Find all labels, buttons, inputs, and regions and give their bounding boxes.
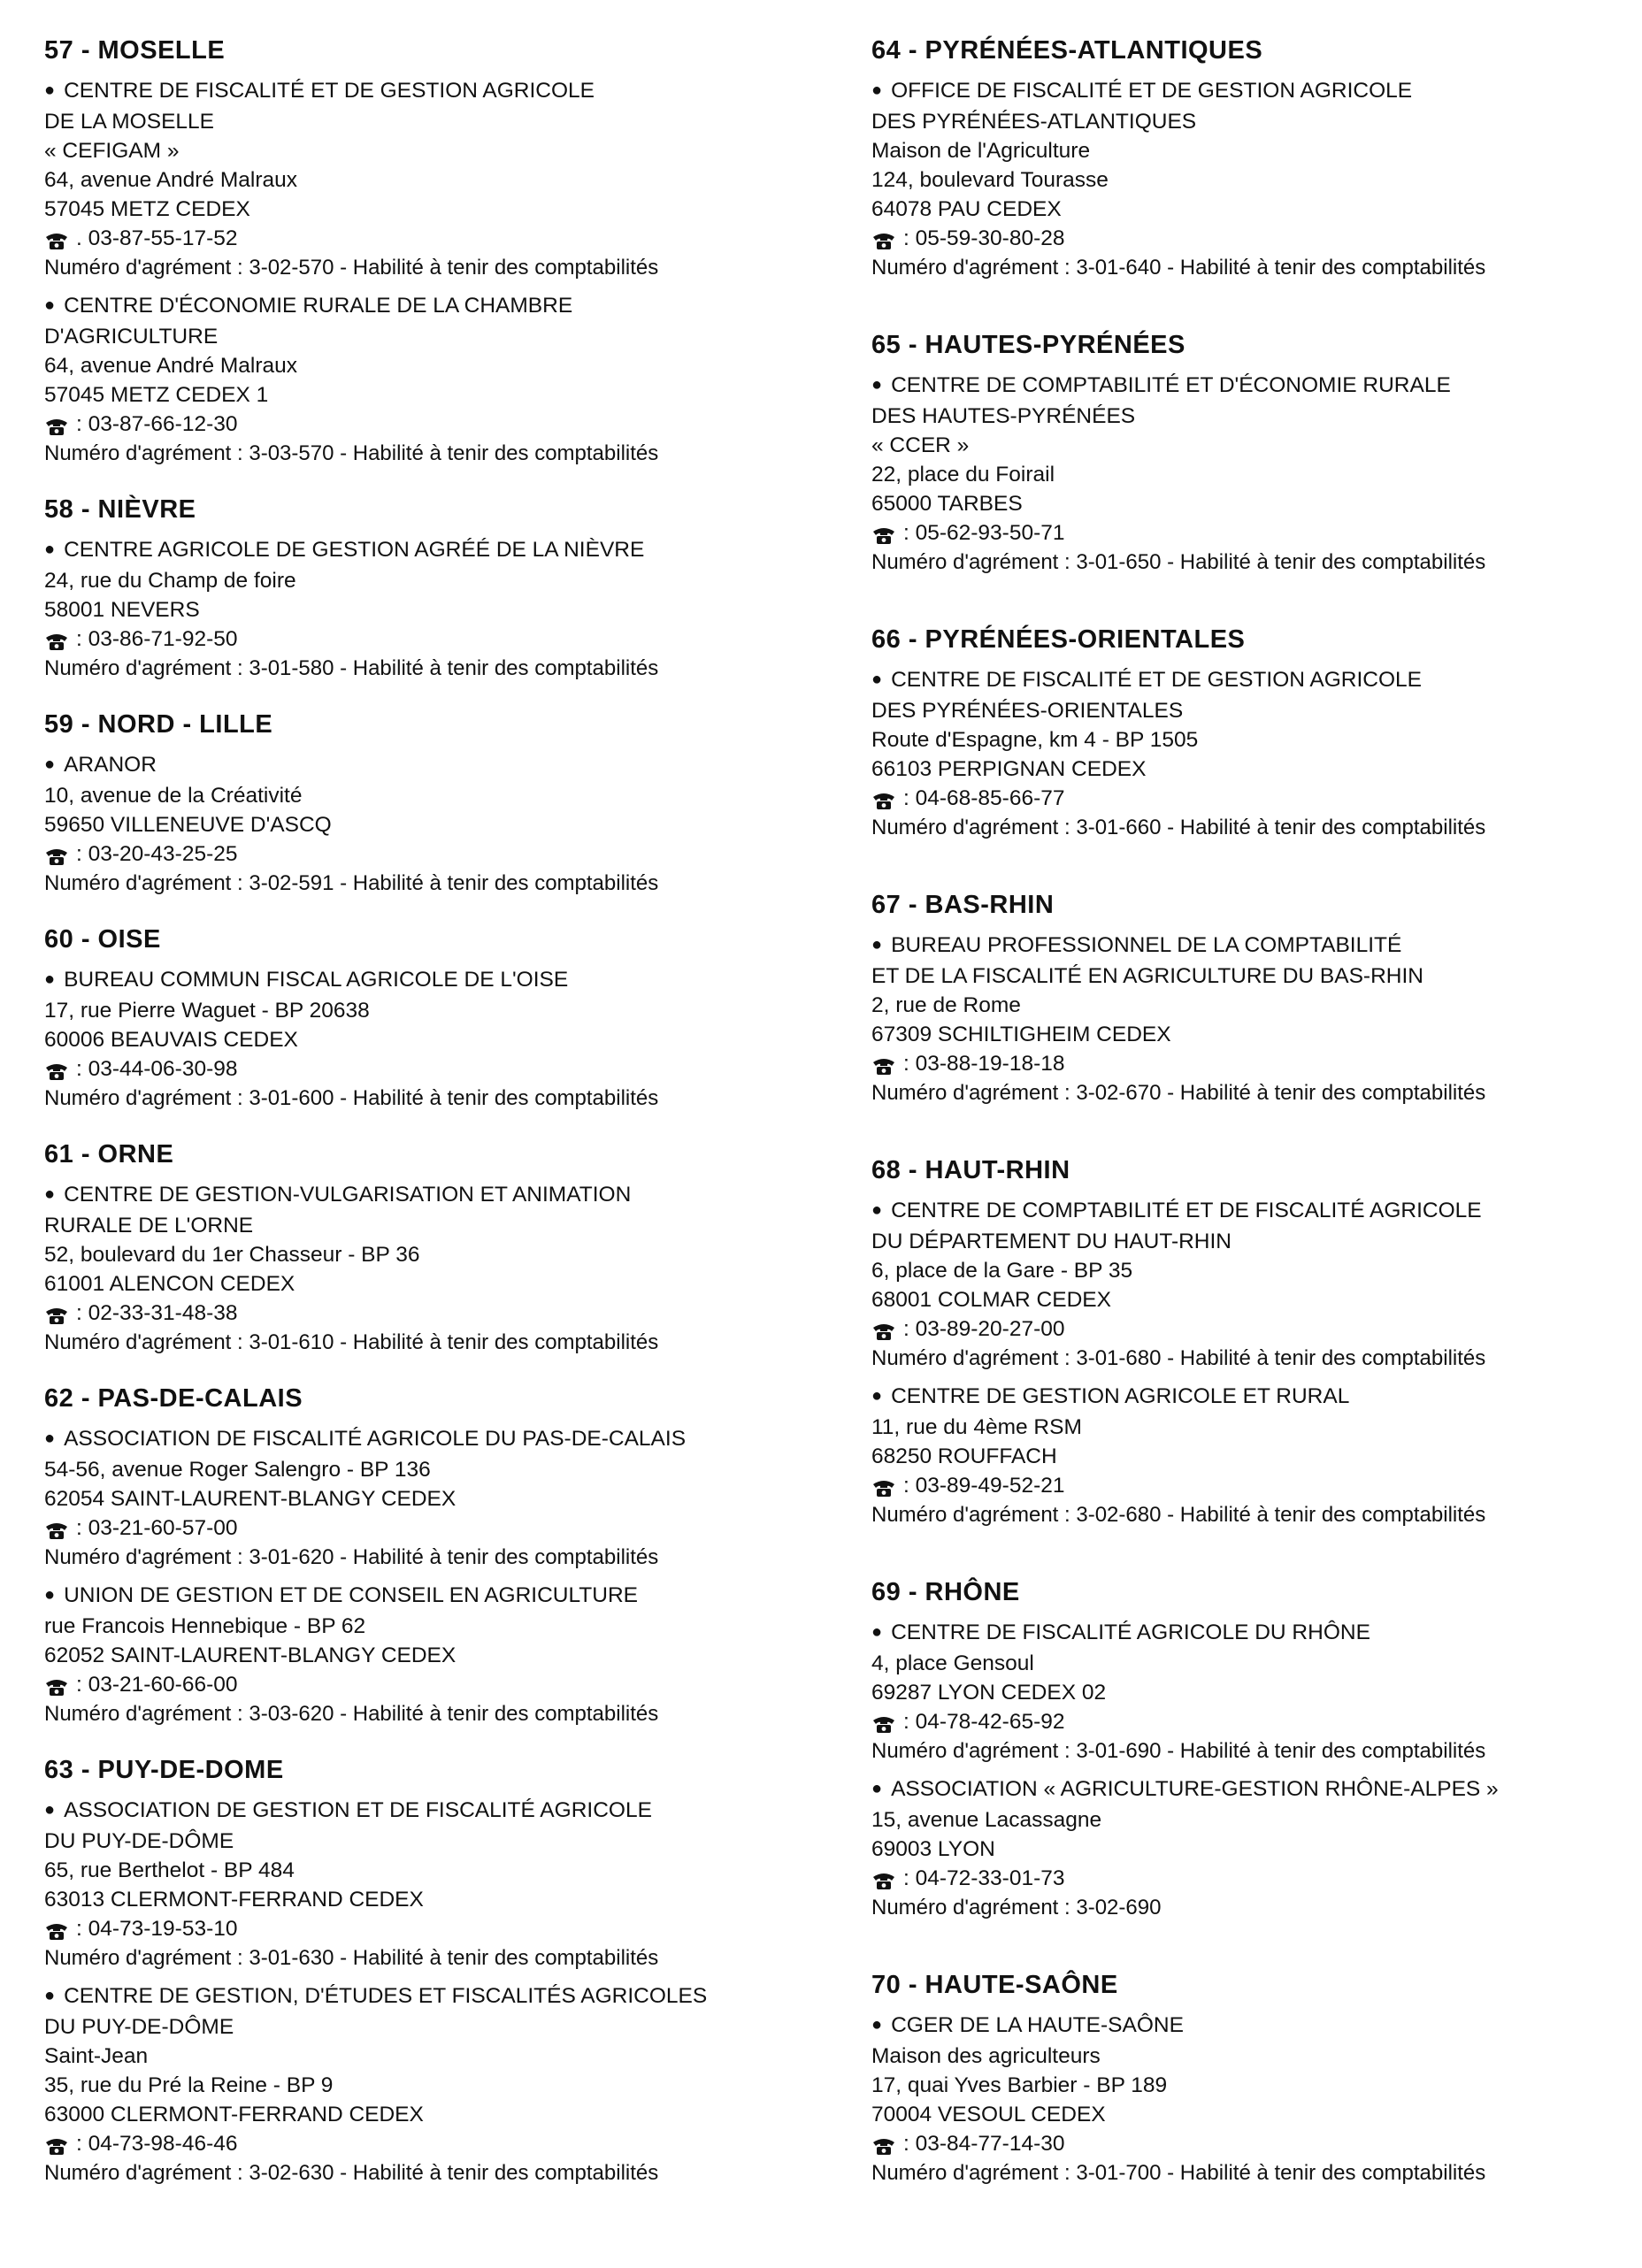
organization-name-text: UNION DE GESTION ET DE CONSEIL EN AGRICULTURE — [64, 1583, 638, 1607]
phone-number: : 04-78-42-65-92 — [903, 1710, 1065, 1734]
agrement-number: Numéro d'agrément : 3-01-610 - Habilité à tenir des comptabilités — [44, 1330, 659, 1354]
phone-line — [871, 2129, 1632, 2158]
telephone-icon — [44, 1060, 69, 1079]
organization-name-text: BUREAU COMMUN FISCAL AGRICOLE DE L'OISE — [64, 968, 569, 992]
bullet-icon: ● — [44, 969, 56, 989]
address-line: DU PUY-DE-DÔME — [44, 1829, 234, 1853]
organization-name — [44, 76, 840, 107]
organization-name — [44, 750, 840, 781]
address-line: 2, rue de Rome — [871, 993, 1021, 1017]
telephone-icon — [871, 1712, 896, 1732]
department-title: 58 - NIÈVRE — [44, 495, 196, 524]
department-section — [44, 1755, 840, 2188]
organization-name-text: CGER DE LA HAUTE-SAÔNE — [891, 2013, 1184, 2037]
phone-line — [44, 1914, 840, 1943]
agrement-number: Numéro d'agrément : 3-01-660 - Habilité à tenir des comptabilités — [871, 816, 1486, 839]
bullet-icon: ● — [44, 1585, 56, 1605]
agrement-number: Numéro d'agrément : 3-01-690 - Habilité à tenir des comptabilités — [871, 1739, 1486, 1763]
address-line: 59650 VILLENEUVE D'ASCQ — [44, 813, 332, 837]
department-section — [44, 494, 840, 683]
department-section — [871, 890, 1632, 1107]
organization-entry — [44, 1424, 840, 1572]
department-title: 66 - PYRÉNÉES-ORIENTALES — [871, 625, 1246, 654]
department-title: 64 - PYRÉNÉES-ATLANTIQUES — [871, 36, 1263, 65]
phone-number: : 03-89-20-27-00 — [903, 1317, 1065, 1341]
organization-entry — [44, 535, 840, 683]
address-line: 4, place Gensoul — [871, 1651, 1034, 1675]
agrement-number: Numéro d'agrément : 3-03-620 - Habilité à tenir des comptabilités — [44, 1702, 659, 1726]
department-title: 69 - RHÔNE — [871, 1578, 1020, 1606]
phone-line — [871, 1049, 1632, 1078]
telephone-icon — [871, 229, 896, 249]
address-line: « CCER » — [871, 433, 970, 457]
department-section — [871, 624, 1632, 842]
phone-line — [44, 2129, 840, 2158]
organization-name-text: CENTRE DE GESTION, D'ÉTUDES ET FISCALITÉS AGRICOLES — [64, 1984, 708, 2008]
address-line: 69287 LYON CEDEX 02 — [871, 1681, 1107, 1705]
bullet-icon: ● — [44, 1184, 56, 1204]
address-line: 64, avenue André Malraux — [44, 354, 298, 378]
organization-name — [871, 931, 1632, 962]
telephone-icon — [44, 1919, 69, 1939]
department-title: 61 - ORNE — [44, 1140, 174, 1168]
bullet-icon: ● — [44, 755, 56, 774]
telephone-icon — [871, 1320, 896, 1339]
phone-number: : 03-84-77-14-30 — [903, 2132, 1065, 2156]
organization-name-text: CENTRE D'ÉCONOMIE RURALE DE LA CHAMBRE — [64, 294, 573, 318]
address-line: 62052 SAINT-LAURENT-BLANGY CEDEX — [44, 1644, 457, 1667]
bullet-icon: ● — [871, 670, 883, 689]
address-line: 22, place du Foirail — [871, 463, 1055, 487]
phone-line — [44, 410, 840, 439]
phone-number: : 03-88-19-18-18 — [903, 1052, 1065, 1076]
organization-name — [44, 1424, 840, 1455]
organization-entry — [871, 1618, 1632, 1766]
organization-name-text: CENTRE DE FISCALITÉ ET DE GESTION AGRICOLE — [64, 79, 595, 103]
address-line: 68250 ROUFFACH — [871, 1444, 1057, 1468]
organization-name-text: CENTRE DE COMPTABILITÉ ET DE FISCALITÉ AGRICOLE — [891, 1199, 1482, 1222]
bullet-icon: ● — [871, 1200, 883, 1220]
department-title: 60 - OISE — [44, 925, 161, 954]
bullet-icon: ● — [44, 1986, 56, 2005]
phone-number: : 05-59-30-80-28 — [903, 226, 1065, 250]
address-line: 70004 VESOUL CEDEX — [871, 2103, 1106, 2126]
phone-number: : 04-73-98-46-46 — [76, 2132, 238, 2156]
address-line: DES PYRÉNÉES-ORIENTALES — [871, 699, 1184, 723]
telephone-icon — [44, 630, 69, 649]
address-line: 57045 METZ CEDEX — [44, 197, 250, 221]
organization-name — [871, 76, 1632, 107]
address-line: 15, avenue Lacassagne — [871, 1808, 1102, 1832]
telephone-icon — [44, 229, 69, 249]
phone-line — [44, 624, 840, 654]
agrement-number: Numéro d'agrément : 3-03-570 - Habilité à tenir des comptabilités — [44, 441, 659, 465]
organization-name — [44, 535, 840, 566]
organization-name — [871, 665, 1632, 696]
address-line: 17, quai Yves Barbier - BP 189 — [871, 2073, 1168, 2097]
phone-line — [871, 1471, 1632, 1500]
organization-name-text: CENTRE DE GESTION-VULGARISATION ET ANIMATION — [64, 1183, 632, 1207]
telephone-icon — [871, 1054, 896, 1074]
organization-name-text: ASSOCIATION « AGRICULTURE-GESTION RHÔNE-ALPES » — [891, 1777, 1499, 1801]
agrement-number: Numéro d'agrément : 3-01-620 - Habilité à tenir des comptabilités — [44, 1545, 659, 1569]
address-line: 17, rue Pierre Waguet - BP 20638 — [44, 999, 370, 1023]
organization-entry — [871, 371, 1632, 577]
agrement-number: Numéro d'agrément : 3-02-680 - Habilité à tenir des comptabilités — [871, 1503, 1486, 1527]
phone-number: : 02-33-31-48-38 — [76, 1301, 238, 1325]
address-line: 60006 BEAUVAIS CEDEX — [44, 1028, 298, 1052]
right-column — [871, 35, 1632, 2235]
address-line: 6, place de la Gare - BP 35 — [871, 1259, 1133, 1283]
organization-name — [44, 1581, 840, 1612]
department-section — [44, 35, 840, 468]
organization-name-text: CENTRE DE FISCALITÉ ET DE GESTION AGRICOLE — [891, 668, 1423, 692]
address-line: 65, rue Berthelot - BP 484 — [44, 1858, 295, 1882]
phone-line — [44, 1513, 840, 1543]
address-line: 63000 CLERMONT-FERRAND CEDEX — [44, 2103, 424, 2126]
agrement-number: Numéro d'agrément : 3-01-640 - Habilité à tenir des comptabilités — [871, 256, 1486, 280]
address-line: 67309 SCHILTIGHEIM CEDEX — [871, 1023, 1171, 1046]
organization-entry — [871, 1382, 1632, 1529]
address-line: 68001 COLMAR CEDEX — [871, 1288, 1111, 1312]
agrement-number: Numéro d'agrément : 3-02-670 - Habilité à tenir des comptabilités — [871, 1081, 1486, 1105]
bullet-icon: ● — [871, 2015, 883, 2034]
organization-name-text: ARANOR — [64, 753, 157, 777]
organization-entry — [44, 965, 840, 1113]
address-line: 62054 SAINT-LAURENT-BLANGY CEDEX — [44, 1487, 457, 1511]
organization-name — [44, 1796, 840, 1827]
organization-entry — [44, 750, 840, 898]
address-line: 24, rue du Champ de foire — [44, 569, 296, 593]
phone-number: : 04-72-33-01-73 — [903, 1866, 1065, 1890]
organization-name-text: CENTRE DE GESTION AGRICOLE ET RURAL — [891, 1384, 1350, 1408]
bullet-icon: ● — [871, 1386, 883, 1406]
department-section — [871, 1577, 1632, 1922]
phone-line — [44, 224, 840, 253]
organization-entry — [871, 1196, 1632, 1373]
department-title: 59 - NORD - LILLE — [44, 710, 273, 739]
phone-number: : 03-21-60-57-00 — [76, 1516, 238, 1540]
organization-name — [871, 1382, 1632, 1413]
telephone-icon — [44, 415, 69, 434]
department-title: 70 - HAUTE-SAÔNE — [871, 1971, 1118, 1999]
phone-line — [871, 224, 1632, 253]
phone-number: : 03-89-49-52-21 — [903, 1474, 1065, 1498]
phone-number: : 04-68-85-66-77 — [903, 786, 1065, 810]
address-line: DU DÉPARTEMENT DU HAUT-RHIN — [871, 1230, 1232, 1253]
organization-entry — [44, 1581, 840, 1728]
department-section — [44, 1383, 840, 1728]
organization-name-text: CENTRE DE FISCALITÉ AGRICOLE DU RHÔNE — [891, 1621, 1370, 1644]
left-column — [44, 35, 840, 2214]
phone-line — [44, 1670, 840, 1699]
organization-name — [44, 1180, 840, 1211]
organization-name-text: ASSOCIATION DE GESTION ET DE FISCALITÉ AGRICOLE — [64, 1798, 652, 1822]
bullet-icon: ● — [871, 1622, 883, 1642]
telephone-icon — [871, 2134, 896, 2154]
bullet-icon: ● — [44, 1429, 56, 1448]
agrement-number: Numéro d'agrément : 3-01-630 - Habilité à tenir des comptabilités — [44, 1946, 659, 1970]
department-section — [871, 1155, 1632, 1529]
address-line: 10, avenue de la Créativité — [44, 784, 303, 808]
organization-entry — [44, 1981, 840, 2188]
department-section — [871, 330, 1632, 577]
organization-name — [44, 1981, 840, 2012]
bullet-icon: ● — [871, 375, 883, 395]
agrement-number: Numéro d'agrément : 3-02-591 - Habilité à tenir des comptabilités — [44, 871, 659, 895]
organization-entry — [871, 2011, 1632, 2188]
telephone-icon — [44, 1675, 69, 1695]
address-line: Maison des agriculteurs — [871, 2044, 1101, 2068]
phone-number: : 04-73-19-53-10 — [76, 1917, 238, 1941]
phone-number: . 03-87-55-17-52 — [76, 226, 238, 250]
phone-line — [871, 1864, 1632, 1893]
address-line: DES PYRÉNÉES-ATLANTIQUES — [871, 110, 1197, 134]
organization-entry — [44, 291, 840, 468]
organization-name — [871, 371, 1632, 402]
phone-number: : 03-87-66-12-30 — [76, 412, 238, 436]
address-line: 11, rue du 4ème RSM — [871, 1415, 1082, 1439]
agrement-number: Numéro d'agrément : 3-02-690 — [871, 1896, 1162, 1919]
department-section — [44, 1139, 840, 1357]
address-line: 61001 ALENCON CEDEX — [44, 1272, 295, 1296]
address-line: 58001 NEVERS — [44, 598, 200, 622]
phone-line — [871, 518, 1632, 548]
department-section — [871, 35, 1632, 282]
agrement-number: Numéro d'agrément : 3-01-580 - Habilité à tenir des comptabilités — [44, 656, 659, 680]
organization-entry — [871, 1774, 1632, 1922]
address-line: Maison de l'Agriculture — [871, 139, 1091, 163]
department-section — [871, 1970, 1632, 2188]
organization-name — [871, 1774, 1632, 1805]
telephone-icon — [871, 524, 896, 543]
bullet-icon: ● — [871, 935, 883, 954]
address-line: D'AGRICULTURE — [44, 325, 219, 349]
telephone-icon — [871, 1869, 896, 1889]
bullet-icon: ● — [44, 295, 56, 315]
address-line: 64078 PAU CEDEX — [871, 197, 1062, 221]
address-line: 57045 METZ CEDEX 1 — [44, 383, 269, 407]
phone-number: : 05-62-93-50-71 — [903, 521, 1065, 545]
organization-entry — [871, 931, 1632, 1107]
organization-name — [871, 1196, 1632, 1227]
bullet-icon: ● — [871, 80, 883, 100]
phone-number: : 03-44-06-30-98 — [76, 1057, 238, 1081]
address-line: ET DE LA FISCALITÉ EN AGRICULTURE DU BAS-RHIN — [871, 964, 1423, 988]
telephone-icon — [871, 789, 896, 808]
organization-name — [44, 965, 840, 996]
address-line: 64, avenue André Malraux — [44, 168, 298, 192]
address-line: 52, boulevard du 1er Chasseur - BP 36 — [44, 1243, 420, 1267]
address-line: rue Francois Hennebique - BP 62 — [44, 1614, 366, 1638]
telephone-icon — [44, 845, 69, 864]
phone-line — [44, 839, 840, 869]
telephone-icon — [871, 1476, 896, 1496]
department-section — [44, 924, 840, 1113]
organization-name — [871, 1618, 1632, 1649]
bullet-icon: ● — [871, 1779, 883, 1798]
address-line: 124, boulevard Tourasse — [871, 168, 1109, 192]
department-title: 68 - HAUT-RHIN — [871, 1156, 1070, 1184]
telephone-icon — [44, 1304, 69, 1323]
address-line: « CEFIGAM » — [44, 139, 180, 163]
agrement-number: Numéro d'agrément : 3-02-570 - Habilité à tenir des comptabilités — [44, 256, 659, 280]
address-line: Route d'Espagne, km 4 - BP 1505 — [871, 728, 1199, 752]
organization-name-text: CENTRE DE COMPTABILITÉ ET D'ÉCONOMIE RURALE — [891, 373, 1451, 397]
department-section — [44, 709, 840, 898]
organization-entry — [871, 665, 1632, 842]
address-line: 35, rue du Pré la Reine - BP 9 — [44, 2073, 334, 2097]
department-title: 67 - BAS-RHIN — [871, 891, 1055, 919]
address-line: DE LA MOSELLE — [44, 110, 215, 134]
organization-name — [44, 291, 840, 322]
address-line: DU PUY-DE-DÔME — [44, 2015, 234, 2039]
organization-entry — [44, 76, 840, 282]
bullet-icon: ● — [44, 540, 56, 559]
department-title: 57 - MOSELLE — [44, 36, 226, 65]
telephone-icon — [44, 2134, 69, 2154]
organization-entry — [44, 1796, 840, 1973]
organization-name-text: CENTRE AGRICOLE DE GESTION AGRÉÉ DE LA NIÈVRE — [64, 538, 645, 562]
department-title: 62 - PAS-DE-CALAIS — [44, 1384, 303, 1413]
bullet-icon: ● — [44, 1800, 56, 1820]
agrement-number: Numéro d'agrément : 3-01-700 - Habilité à tenir des comptabilités — [871, 2161, 1486, 2185]
organization-name-text: OFFICE DE FISCALITÉ ET DE GESTION AGRICOLE — [891, 79, 1413, 103]
agrement-number: Numéro d'agrément : 3-01-680 - Habilité à tenir des comptabilités — [871, 1346, 1486, 1370]
agrement-number: Numéro d'agrément : 3-01-600 - Habilité à tenir des comptabilités — [44, 1086, 659, 1110]
phone-line — [871, 1314, 1632, 1344]
address-line: 63013 CLERMONT-FERRAND CEDEX — [44, 1888, 424, 1912]
phone-number: : 03-21-60-66-00 — [76, 1673, 238, 1697]
phone-line — [44, 1054, 840, 1084]
phone-number: : 03-86-71-92-50 — [76, 627, 238, 651]
department-title: 63 - PUY-DE-DOME — [44, 1756, 284, 1784]
organization-entry — [871, 76, 1632, 282]
phone-line — [44, 1299, 840, 1328]
address-line: RURALE DE L'ORNE — [44, 1214, 254, 1237]
organization-name — [871, 2011, 1632, 2042]
address-line: DES HAUTES-PYRÉNÉES — [871, 404, 1136, 428]
organization-name-text: BUREAU PROFESSIONNEL DE LA COMPTABILITÉ — [891, 933, 1402, 957]
organization-name-text: ASSOCIATION DE FISCALITÉ AGRICOLE DU PAS-DE-CALAIS — [64, 1427, 687, 1451]
department-title: 65 - HAUTES-PYRÉNÉES — [871, 331, 1185, 359]
telephone-icon — [44, 1519, 69, 1538]
address-line: 66103 PERPIGNAN CEDEX — [871, 757, 1147, 781]
phone-line — [871, 784, 1632, 813]
bullet-icon: ● — [44, 80, 56, 100]
phone-number: : 03-20-43-25-25 — [76, 842, 238, 866]
address-line: 65000 TARBES — [871, 492, 1023, 516]
agrement-number: Numéro d'agrément : 3-01-650 - Habilité à tenir des comptabilités — [871, 550, 1486, 574]
organization-entry — [44, 1180, 840, 1357]
address-line: Saint-Jean — [44, 2044, 149, 2068]
phone-line — [871, 1707, 1632, 1736]
agrement-number: Numéro d'agrément : 3-02-630 - Habilité à tenir des comptabilités — [44, 2161, 659, 2185]
address-line: 54-56, avenue Roger Salengro - BP 136 — [44, 1458, 431, 1482]
address-line: 69003 LYON — [871, 1837, 995, 1861]
